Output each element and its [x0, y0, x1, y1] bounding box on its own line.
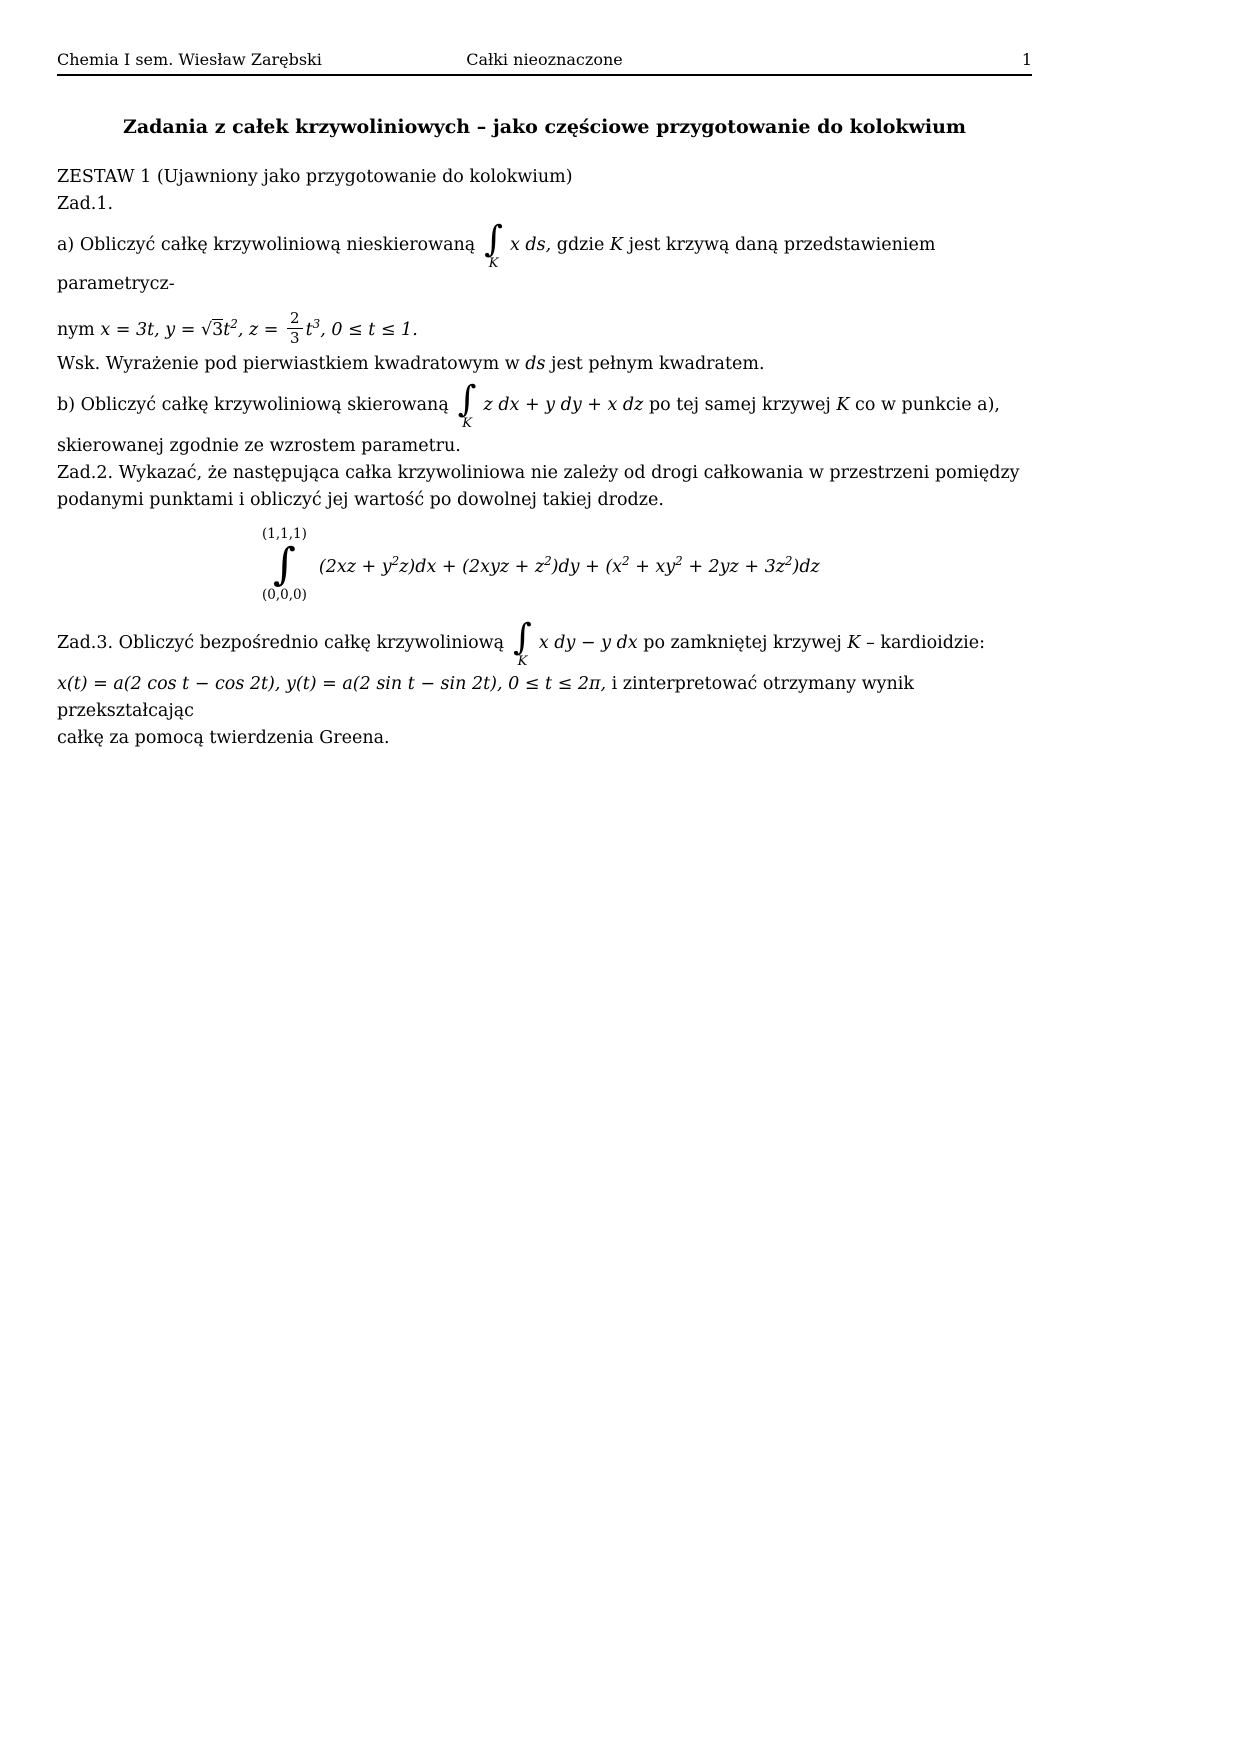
hint-text-after: jest pełnym kwadratem. [551, 354, 765, 375]
integral-with-limits [262, 526, 307, 604]
zad1a-text-before: a) Obliczyć całkę krzywoliniową nieskierowaną [57, 235, 476, 256]
page-header [57, 50, 1032, 69]
zad1a-integrand: x ds, [509, 235, 552, 256]
square-root [201, 319, 223, 340]
parametrization-prefix: nym [57, 320, 101, 341]
exponent: 2 [784, 553, 793, 568]
integral-glyph: ∫ [457, 379, 477, 421]
math-expression: )dy + (x [551, 556, 623, 577]
exponent: 2 [544, 553, 552, 568]
zad1-label: Zad.1. [57, 194, 114, 214]
zad1b-continuation-line: skierowanej zgodnie ze wzrostem parametru. [57, 436, 461, 457]
math-expression: (2xz + y [318, 556, 392, 577]
integral-symbol-zad1b [457, 379, 477, 432]
zad3-parametrization-line [57, 671, 1032, 725]
zad3-integrand: x dy − y dx [538, 633, 638, 654]
zad1b-text-mid: po tej samej krzywej [648, 395, 831, 416]
header-chapter-title: Całki nieoznaczone [466, 50, 623, 69]
zad1b-integrand: z dx + y dy + x dz [483, 395, 644, 416]
exponent: 2 [622, 553, 630, 568]
zad3-text-mid: po zamkniętej krzywej [643, 633, 842, 654]
integral-glyph: ∫ [513, 616, 532, 658]
curve-symbol-K: K [836, 395, 850, 416]
zad3-text-after: – kardioidzie: [866, 633, 985, 654]
integral-symbol-zad1a [484, 219, 503, 272]
math-expression: + 2yz + 3z [682, 556, 785, 577]
zad3-last-line: całkę za pomocą twierdzenia Greena. [57, 728, 390, 749]
math-expression: , z = [237, 320, 285, 341]
exponent: 2 [675, 553, 683, 568]
integral-glyph: ∫ [484, 219, 503, 260]
integral-glyph: ∫ [272, 539, 296, 591]
radical-sign: √ [200, 320, 213, 341]
zad3-line [57, 616, 1032, 670]
math-expression: x = 3t, y = [100, 320, 201, 341]
math-expression: t [223, 320, 231, 341]
math-expression: )dz [792, 556, 820, 577]
document-title: Zadania z całek krzywoliniowych – jako częściowe przygotowanie do kolokwium [122, 116, 967, 138]
exponent: 2 [230, 317, 238, 332]
math-expression: , 0 ≤ t ≤ 1. [320, 320, 418, 341]
integral-upper-limit: (1,1,1) [262, 526, 307, 543]
header-rule [57, 74, 1032, 76]
integral-lower-limit: (0,0,0) [262, 587, 307, 604]
zad1b-line [57, 379, 1032, 432]
curve-symbol-K: K [847, 633, 861, 654]
hint-ds-symbol: ds [525, 354, 546, 375]
fraction-numerator: 2 [287, 310, 303, 329]
integral-symbol-zad3 [513, 616, 532, 670]
zad1-parametrization-line [57, 303, 1032, 351]
zad2-integrand [319, 554, 820, 577]
integral-subscript: K [517, 654, 528, 670]
zad2-line-2: podanymi punktami i obliczyć jej wartość po dowolnej takiej drodze. [57, 490, 664, 511]
integral-subscript: K [488, 256, 499, 272]
zad1a-line [57, 219, 1032, 299]
math-expression: + xy [629, 556, 676, 577]
zestaw-heading: ZESTAW 1 (Ujawniony jako przygotowanie do kolokwium) [57, 167, 573, 187]
zad1a-text-mid: gdzie [556, 235, 605, 256]
exponent: 3 [312, 317, 321, 332]
zad1b-text-after: co w punkcie a), [855, 395, 1000, 416]
exponent: 2 [391, 553, 400, 568]
radicand: 3 [212, 320, 224, 341]
curve-symbol-K: K [609, 235, 623, 256]
zad3-interpretation-text: i zinterpretować otrzymany wynik przekształcając [57, 674, 915, 722]
header-author: Chemia I sem. Wiesław Zarębski [57, 50, 322, 69]
fraction-denominator: 3 [290, 329, 300, 348]
zad3-text-before: Zad.3. Obliczyć bezpośrednio całkę krzywoliniową [57, 633, 505, 654]
header-page-number: 1 [1021, 50, 1032, 69]
math-expression: t [305, 320, 313, 341]
fraction [287, 310, 303, 348]
zad2-display-integral [262, 526, 1032, 604]
math-expression: z)dx + (2xyz + z [399, 556, 545, 577]
hint-text-before: Wsk. Wyrażenie pod pierwiastkiem kwadratowym w [57, 354, 520, 375]
zad2-line-1: Zad.2. Wykazać, że następująca całka krzywoliniowa nie zależy od drogi całkowania w przestrzeni pomiędzy [57, 463, 1020, 484]
integral-subscript: K [462, 416, 472, 432]
cardioid-equations: x(t) = a(2 cos t − cos 2t), y(t) = a(2 sin t − sin 2t), 0 ≤ t ≤ 2π, [57, 674, 607, 695]
zad1b-text-before: b) Obliczyć całkę krzywoliniową skierowaną [57, 395, 449, 416]
zad1a-text-after: jest krzywą daną przedstawieniem parametrycz- [57, 235, 936, 295]
zad1-hint-line [57, 351, 1032, 378]
